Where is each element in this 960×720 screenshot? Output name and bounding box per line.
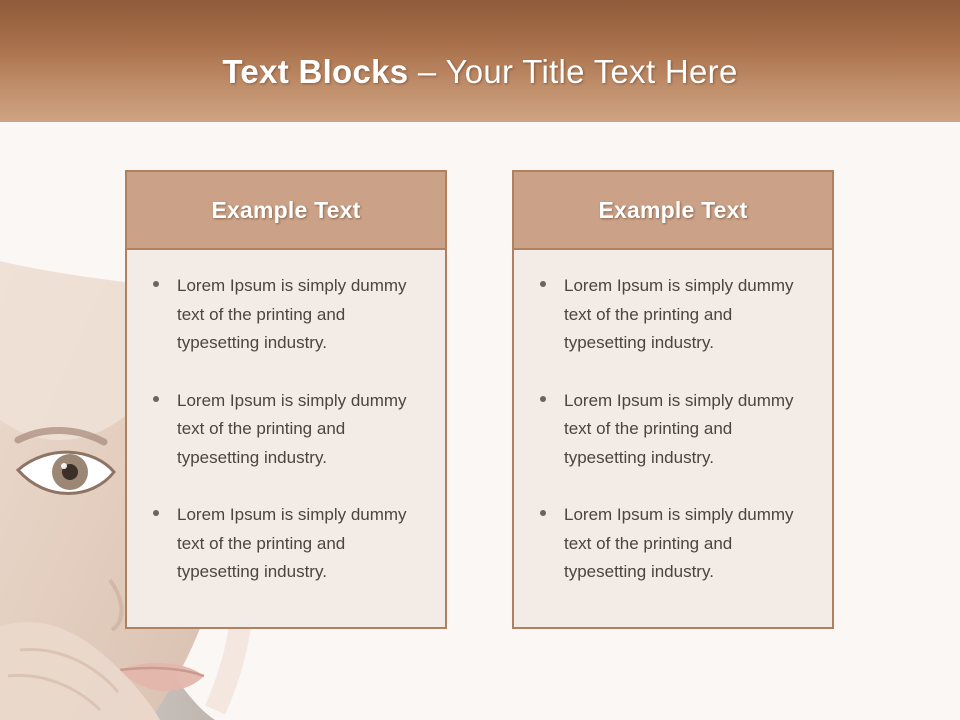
bullet-list-left [141, 272, 431, 587]
bullet-dot-icon [540, 281, 546, 287]
bullet-list-right [528, 272, 818, 587]
page-title [0, 52, 960, 92]
text-block-left-body [127, 250, 445, 597]
list-item [141, 272, 431, 358]
list-item-text: Lorem Ipsum is simply dummy text of the printing and typesetting industry. [564, 505, 794, 581]
list-item-text: Lorem Ipsum is simply dummy text of the printing and typesetting industry. [564, 390, 794, 467]
text-block-left-header [127, 172, 445, 250]
text-block-right-header [514, 172, 832, 250]
list-item [141, 387, 431, 473]
list-item [528, 272, 818, 358]
bullet-dot-icon [153, 281, 159, 287]
list-item-text: Lorem Ipsum is simply dummy text of the printing and typesetting industry. [177, 505, 407, 581]
page-title-separator: – [408, 53, 446, 90]
text-block-right-heading: Example Text [598, 196, 748, 223]
page-title-bold: Text Blocks [222, 53, 409, 90]
list-item-text: Lorem Ipsum is simply dummy text of the printing and typesetting industry. [177, 390, 407, 467]
text-block-left-heading: Example Text [211, 196, 361, 223]
list-item [528, 501, 818, 587]
list-item [141, 501, 431, 587]
text-block-left [125, 170, 447, 629]
page-title-light: Your Title Text Here [445, 53, 738, 90]
bullet-dot-icon [153, 510, 159, 516]
bullet-dot-icon [153, 396, 159, 402]
bullet-dot-icon [540, 510, 546, 516]
list-item-text: Lorem Ipsum is simply dummy text of the printing and typesetting industry. [564, 276, 794, 352]
bullet-dot-icon [540, 396, 546, 402]
list-item [528, 387, 818, 473]
text-block-right [512, 170, 834, 629]
list-item-text: Lorem Ipsum is simply dummy text of the printing and typesetting industry. [177, 276, 407, 352]
text-block-right-body [514, 250, 832, 597]
